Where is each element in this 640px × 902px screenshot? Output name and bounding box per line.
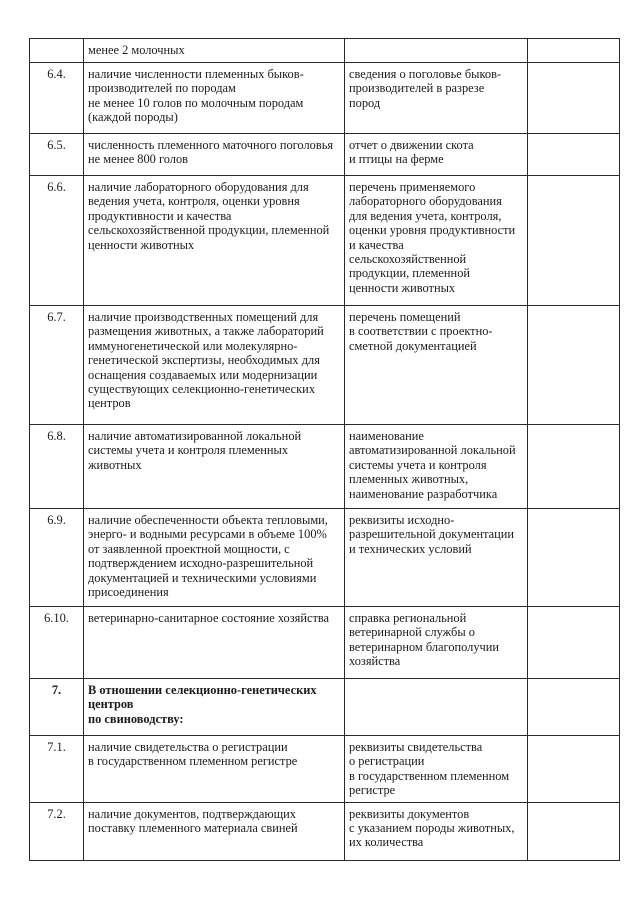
document-text: перечень применяемого лабораторного оборудования для ведения учета, контроля, оценки уровня продуктивности и качества сельскохозяйственной продукции, племенной ценности животных	[345, 176, 528, 306]
empty-cell	[528, 63, 620, 134]
criterion-text: наличие лабораторного оборудования для ведения учета, контроля, оценки уровня продуктивности и качества сельскохозяйственной продукции, племенной ценности животных	[84, 176, 345, 306]
document-text	[345, 39, 528, 63]
empty-cell	[528, 134, 620, 176]
section-number: 7.	[30, 679, 84, 736]
document-text: реквизиты свидетельства о регистрации в государственном племенном регистре	[345, 736, 528, 803]
criterion-text: наличие обеспеченности объекта тепловыми, энерго- и водными ресурсами в объеме 100% от заявленной проектной мощности, с подтверждением исходно-разрешительной документацией и техническими условиями присоединения	[84, 509, 345, 607]
empty-cell	[528, 736, 620, 803]
row-number	[30, 39, 84, 63]
criterion-text: численность племенного маточного поголовья не менее 800 голов	[84, 134, 345, 176]
row-number: 6.5.	[30, 134, 84, 176]
empty-cell	[528, 425, 620, 509]
table-row	[30, 736, 620, 803]
empty-cell	[528, 679, 620, 736]
empty-cell	[528, 802, 620, 860]
row-number: 6.10.	[30, 607, 84, 679]
section-heading: В отношении селекционно-генетических центров по свиноводству:	[84, 679, 345, 736]
criterion-text: наличие автоматизированной локальной системы учета и контроля племенных животных	[84, 425, 345, 509]
row-number: 6.6.	[30, 176, 84, 306]
table-row	[30, 607, 620, 679]
empty-cell	[528, 39, 620, 63]
table-row	[30, 134, 620, 176]
table-row	[30, 63, 620, 134]
document-text: сведения о поголовье быков- производителей в разрезе пород	[345, 63, 528, 134]
table-row	[30, 679, 620, 736]
table-row	[30, 509, 620, 607]
empty-cell	[528, 509, 620, 607]
criterion-text: наличие документов, подтверждающих поставку племенного материала свиней	[84, 802, 345, 860]
document-text	[345, 679, 528, 736]
criterion-text: менее 2 молочных	[84, 39, 345, 63]
document-text: реквизиты исходно- разрешительной документации и технических условий	[345, 509, 528, 607]
document-text: реквизиты документов с указанием породы животных, их количества	[345, 802, 528, 860]
row-number: 7.2.	[30, 802, 84, 860]
document-text: перечень помещений в соответствии с проектно- сметной документацией	[345, 306, 528, 425]
criterion-text: наличие численности племенных быков- производителей по породам не менее 10 голов по молочным породам (каждой породы)	[84, 63, 345, 134]
table-row	[30, 306, 620, 425]
table-row	[30, 425, 620, 509]
table-row	[30, 176, 620, 306]
row-number: 6.9.	[30, 509, 84, 607]
row-number: 7.1.	[30, 736, 84, 803]
table-row	[30, 802, 620, 860]
table-row	[30, 39, 620, 63]
row-number: 6.7.	[30, 306, 84, 425]
document-text: отчет о движении скота и птицы на ферме	[345, 134, 528, 176]
criterion-text: наличие производственных помещений для размещения животных, а также лабораторий иммуногенетической или молекулярно- генетической экспертизы, необходимых для оснащения создаваемых или модернизации существующих селекционно-генетических центров	[84, 306, 345, 425]
empty-cell	[528, 306, 620, 425]
empty-cell	[528, 176, 620, 306]
requirements-table	[29, 38, 620, 861]
criterion-text: ветеринарно-санитарное состояние хозяйства	[84, 607, 345, 679]
document-text: наименование автоматизированной локальной системы учета и контроля племенных животных, наименование разработчика	[345, 425, 528, 509]
empty-cell	[528, 607, 620, 679]
criterion-text: наличие свидетельства о регистрации в государственном племенном регистре	[84, 736, 345, 803]
row-number: 6.8.	[30, 425, 84, 509]
row-number: 6.4.	[30, 63, 84, 134]
document-text: справка региональной ветеринарной службы о ветеринарном благополучии хозяйства	[345, 607, 528, 679]
